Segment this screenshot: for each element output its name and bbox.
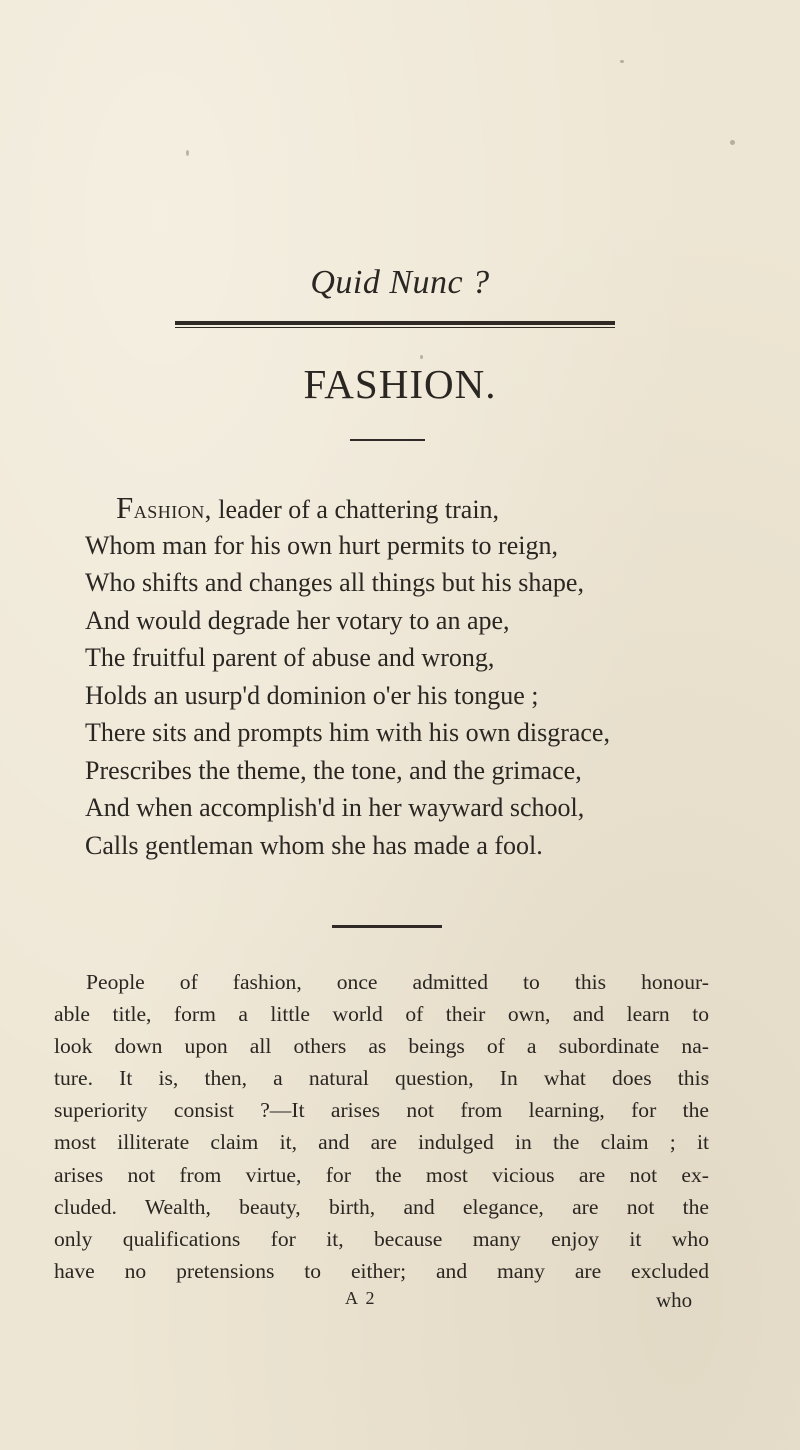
- paper-speck: [186, 150, 189, 156]
- prose-line: only qualifications for it, because many enjoy it who: [54, 1226, 709, 1251]
- paper-speck: [730, 140, 735, 145]
- page-footer: [0, 1288, 800, 1320]
- poem-line: Prescribes the theme, the tone, and the grimace,: [85, 755, 582, 785]
- thin-rule: [175, 327, 615, 328]
- thick-rule: [175, 321, 615, 325]
- running-head: Quid Nunc ?: [310, 264, 490, 301]
- paper-speck: [620, 60, 624, 63]
- paper-speck: [420, 355, 423, 359]
- prose-line: cluded. Wealth, beauty, birth, and elegance, are not the: [54, 1194, 709, 1219]
- paper-speck: [705, 1075, 709, 1079]
- poem-line: There sits and prompts him with his own disgrace,: [85, 718, 610, 747]
- poem-line: And would degrade her votary to an ape,: [85, 605, 510, 635]
- signature-mark: A 2: [345, 1288, 377, 1308]
- prose-line: look down upon all others as beings of a subordinate na-: [54, 1034, 709, 1059]
- poem-line: Holds an usurp'd dominion o'er his tongue ;: [85, 680, 539, 710]
- poem-stanza: [0, 489, 800, 864]
- page-title: FASHION.: [303, 361, 497, 407]
- poem-first-word: Fashion,: [116, 490, 212, 525]
- poem-line: Whom man for his own hurt permits to reign,: [85, 530, 558, 560]
- poem-line: Calls gentleman whom she has made a fool.: [85, 830, 543, 860]
- prose-line: have no pretensions to either; and many are excluded: [54, 1258, 709, 1283]
- prose-line: People of fashion, once admitted to this honour-: [86, 970, 709, 994]
- poem-line: Fashion, leader of a chattering train,: [116, 490, 500, 525]
- poem-line: The fruitful parent of abuse and wrong,: [85, 643, 495, 672]
- prose-line: arises not from virtue, for the most vicious are not ex-: [54, 1162, 709, 1187]
- prose-line: most illiterate claim it, and are indulged in the claim ; it: [54, 1130, 709, 1155]
- double-rule-divider: [175, 321, 615, 330]
- prose-line: able title, form a little world of their own, and learn to: [54, 1002, 709, 1027]
- catchword: who: [656, 1288, 693, 1312]
- title-underline-rule: [350, 439, 425, 441]
- poem-line: And when accomplish'd in her wayward school,: [85, 793, 585, 822]
- prose-line: ture. It is, then, a natural question, In what does this: [54, 1066, 709, 1091]
- section-divider-rule: [332, 925, 442, 928]
- poem-line: Who shifts and changes all things but his shape,: [85, 568, 584, 597]
- prose-line: superiority consist ?—It arises not from learning, for the: [54, 1098, 709, 1123]
- prose-paragraph: [54, 966, 709, 1287]
- drop-initial: F: [116, 490, 134, 525]
